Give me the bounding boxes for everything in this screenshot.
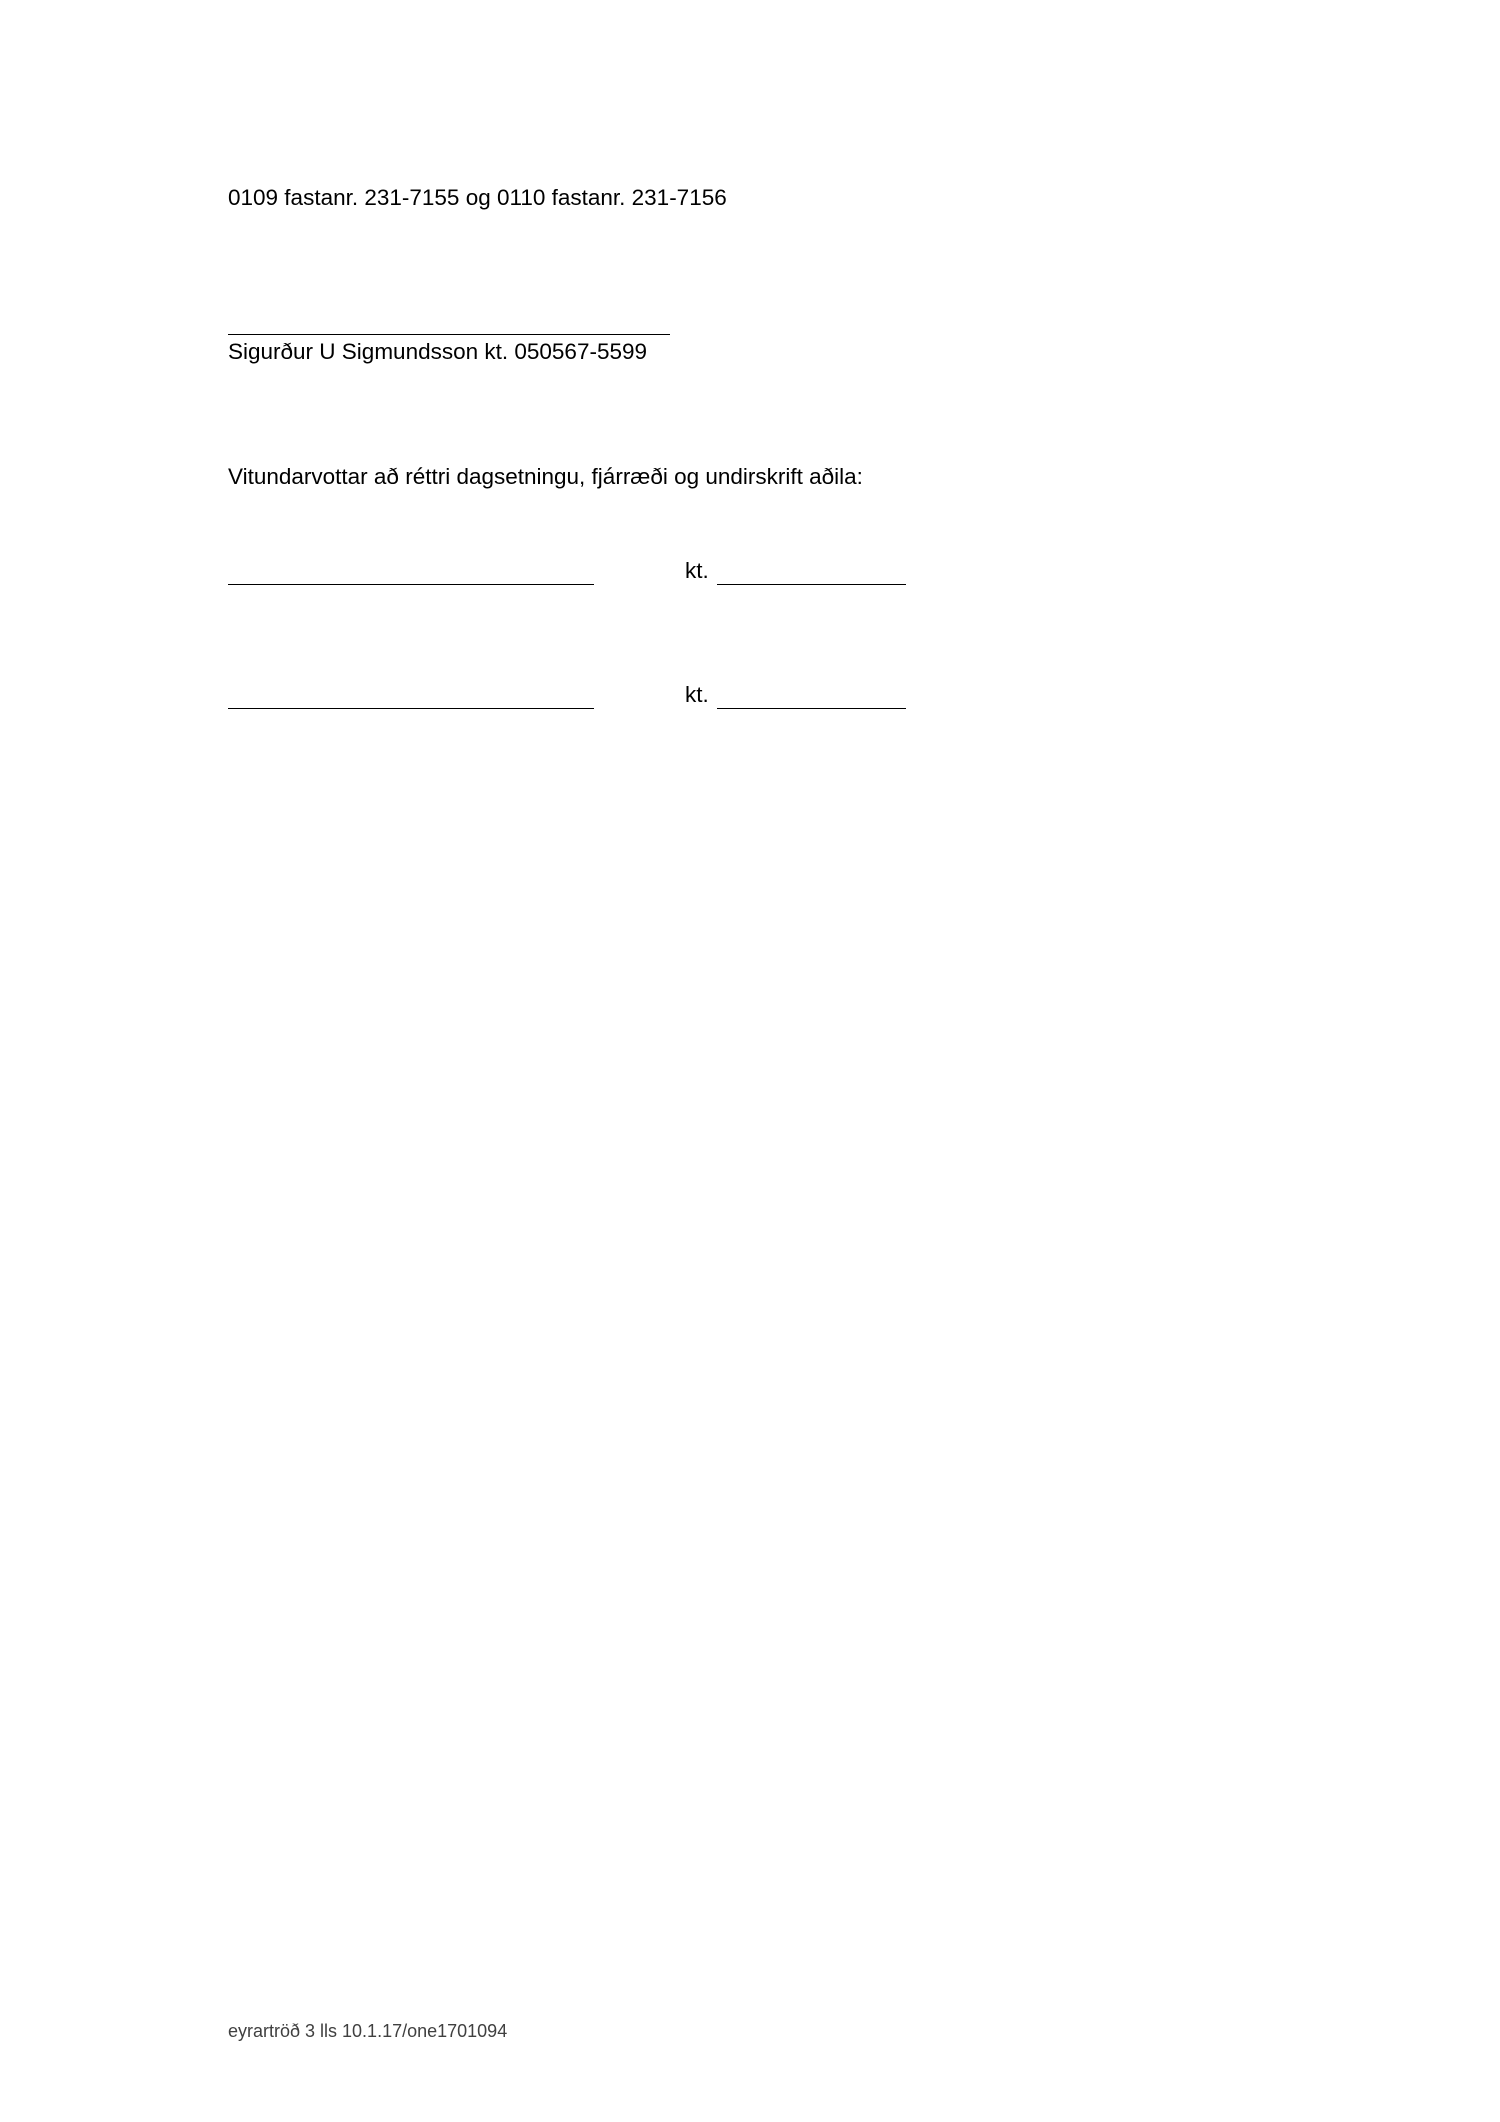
signatory-name-line: Sigurður U Sigmundsson kt. 050567-5599 [228,339,648,364]
witness-signature-line [228,584,594,585]
property-numbers-line: 0109 fastanr. 231-7155 og 0110 fastanr. 231-7156 [228,185,727,210]
page-footer: eyrartröð 3 lls 10.1.17/one1701094 [228,2021,508,2041]
witness-signature-line [228,708,594,709]
witness-kt-label: kt. [685,682,709,707]
signature-line [228,334,670,335]
witness-kt-line [717,708,906,709]
witness-kt-line [717,584,906,585]
witness-kt-label: kt. [685,558,709,583]
witness-heading: Vitundarvottar að réttri dagsetningu, fjárræði og undirskrift aðila: [228,464,863,489]
